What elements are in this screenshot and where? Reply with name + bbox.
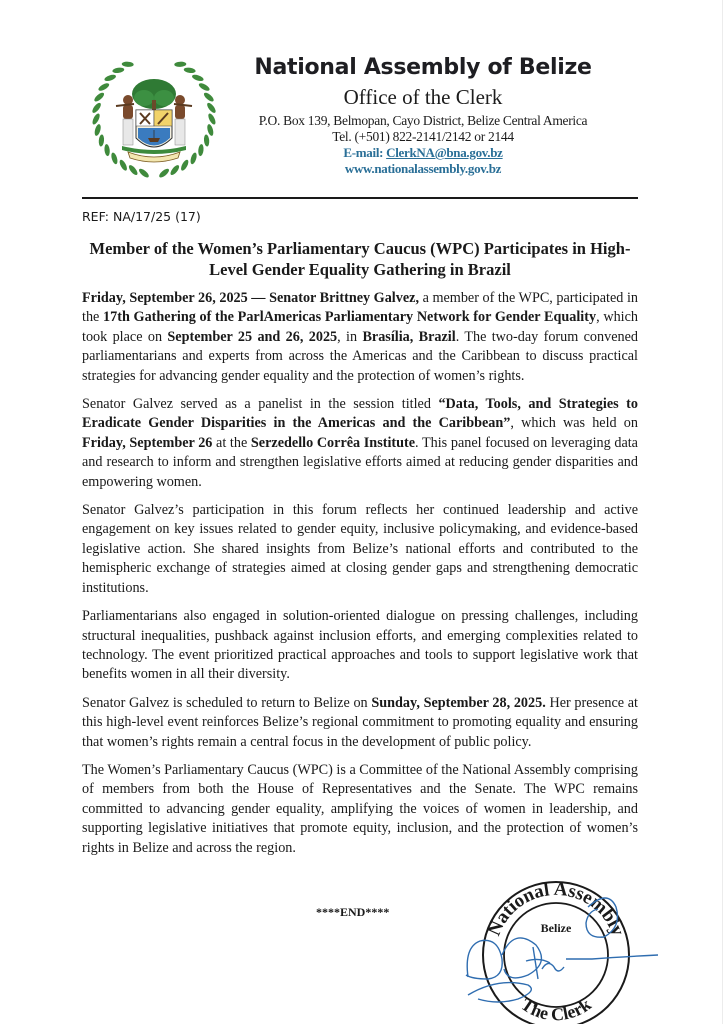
paragraph-text: . The two-day forum convened parliamentarians and experts from across the Americas and the Caribbean to discuss practical strategies for advancing gender equality and the protection of women’s rights. xyxy=(82,328,638,384)
laurel-leaf xyxy=(207,112,217,125)
laurel-leaf xyxy=(127,164,139,177)
paragraph-text: The Women’s Parliamentary Caucus (WPC) is a Committee of the National Assembly comprising of members from both the House of Representatives and the Senate. The WPC remains committed to advancing gender equality, amplifying the voices of women in leadership, and supporting legislative initiatives that promote equity, inclusion, and the protection of women’s rights in Belize and across the region. xyxy=(82,761,638,856)
laurel-leaf xyxy=(203,91,215,103)
laurel-leaf xyxy=(198,82,211,93)
paragraph-text: a member of the WPC, participated in the xyxy=(82,290,638,326)
body-paragraph xyxy=(82,289,638,386)
paragraph-text: Senator Galvez’s participation in this forum reflects her continued leadership and active engagement on key issues related to gender equity, inclusive policymaking, and evidence-based legislative action. She shared insights from Belize’s national efforts and contributed to the hemispheric exchange of strategies aimed at closing gender gaps and strengthening democratic institutions. xyxy=(82,502,638,596)
emphasized-text: 17th Gathering of the ParlAmericas Parliamentary Network for Gender Equality xyxy=(103,309,597,326)
heading-line-1: Member of the Women’s Parliamentary Caucus (WPC) Participates in High- xyxy=(89,239,631,258)
laurel-leaf xyxy=(206,102,217,115)
postal-address: P.O. Box 139, Belmopan, Cayo District, Belize Central America xyxy=(258,113,588,128)
laurel-leaf xyxy=(169,164,181,177)
paragraph-text: Parliamentarians also engaged in solution-oriented dialogue on pressing challenges, including structural inequalities, pushback against inclusion efforts, and emerging complexities related to technology. The event prioritized practical approaches and tools to support legislative work that benefits women in all their diversity. xyxy=(82,608,638,683)
header-divider xyxy=(82,197,638,199)
clerk-seal-stamp xyxy=(458,867,698,1024)
emphasized-text: Sunday, September 28, 2025. xyxy=(371,694,546,711)
body-paragraph xyxy=(82,761,638,858)
paragraph-text: . This panel focused on leveraging data and research to inform and strengthen legislative efforts aimed at reducing gender disparities and empowering women. xyxy=(82,434,638,490)
body-paragraph xyxy=(82,694,638,752)
press-release-body xyxy=(82,289,638,867)
laurel-leaf xyxy=(189,152,197,165)
laurel-leaf xyxy=(183,67,196,74)
laurel-leaf xyxy=(91,102,102,115)
laurel-leaf xyxy=(104,73,117,82)
paragraph-text: Her presence at this high-level event reinforces Belize’s regional commitment to promoting equality and ensuring that women’s rights remain a central focus in the development of public policy. xyxy=(82,694,638,750)
email-link[interactable]: ClerkNA@bna.gov.bz xyxy=(386,145,503,160)
laurel-leaf xyxy=(206,124,214,137)
emphasized-text: Friday, September 26 xyxy=(82,434,213,451)
emphasized-text: “Data, Tools, and Strategies to Eradicate Gender Disparities in the Americas and the Caribbean” xyxy=(82,396,638,432)
body-paragraph xyxy=(82,501,638,598)
emphasized-text: Serzedello Corrêa Institute xyxy=(250,434,416,451)
letterhead xyxy=(228,54,618,177)
laurel-leaf xyxy=(122,61,134,67)
seal-top-text: National Assembly xyxy=(483,878,629,939)
paragraph-text: Senator Galvez served as a panelist in the session titled xyxy=(82,396,439,413)
email-line xyxy=(228,145,618,161)
emphasized-text: September 25 and 26, 2025 xyxy=(167,328,338,345)
press-release-heading xyxy=(82,238,638,280)
laurel-leaf xyxy=(198,144,204,156)
emphasized-text: Friday, September 26, 2025 — Senator Brittney Galvez, xyxy=(82,290,419,306)
laurel-leaf xyxy=(104,144,110,156)
belize-coat-of-arms-icon xyxy=(88,54,220,178)
paragraph-text: Senator Galvez is scheduled to return to Belize on xyxy=(82,694,372,711)
email-label: E-mail: xyxy=(343,145,384,160)
heading-line-2: Level Gender Equality Gathering in Brazil xyxy=(209,260,511,279)
emphasized-text: Brasília, Brazil xyxy=(362,328,456,345)
website-link[interactable]: www.nationalassembly.gov.bz xyxy=(344,161,502,176)
telephone: Tel. (+501) 822-2141/2142 or 2144 xyxy=(332,129,514,144)
paragraph-text: , which took place on xyxy=(82,309,638,345)
end-marker: ****END**** xyxy=(316,905,390,919)
laurel-leaf xyxy=(174,61,186,67)
laurel-leaf xyxy=(112,67,125,74)
seal-bottom-text: The Clerk xyxy=(517,993,595,1024)
laurel-leaf xyxy=(97,82,110,93)
laurel-leaf xyxy=(180,159,190,172)
laurel-leaf xyxy=(91,112,101,125)
laurel-leaf xyxy=(118,159,128,172)
laurel-leaf xyxy=(110,152,118,165)
organization-name: National Assembly of Belize xyxy=(254,55,592,80)
laurel-leaf xyxy=(138,167,151,178)
laurel-leaf xyxy=(98,134,104,146)
paragraph-text: , in xyxy=(337,328,363,345)
laurel-leaf xyxy=(203,134,209,146)
body-paragraph xyxy=(82,607,638,685)
body-paragraph xyxy=(82,395,638,492)
reference-number: REF: NA/17/25 (17) xyxy=(82,209,201,224)
paragraph-text: , which was held on xyxy=(510,415,638,432)
laurel-leaf xyxy=(94,124,102,137)
seal-center-text: Belize xyxy=(540,921,572,935)
laurel-leaf xyxy=(158,167,171,178)
laurel-leaf xyxy=(93,91,105,103)
laurel-leaf xyxy=(191,73,204,82)
seal-inner-ring xyxy=(504,903,608,1007)
paragraph-text: at the xyxy=(212,434,251,451)
office-name: Office of the Clerk xyxy=(343,85,503,109)
